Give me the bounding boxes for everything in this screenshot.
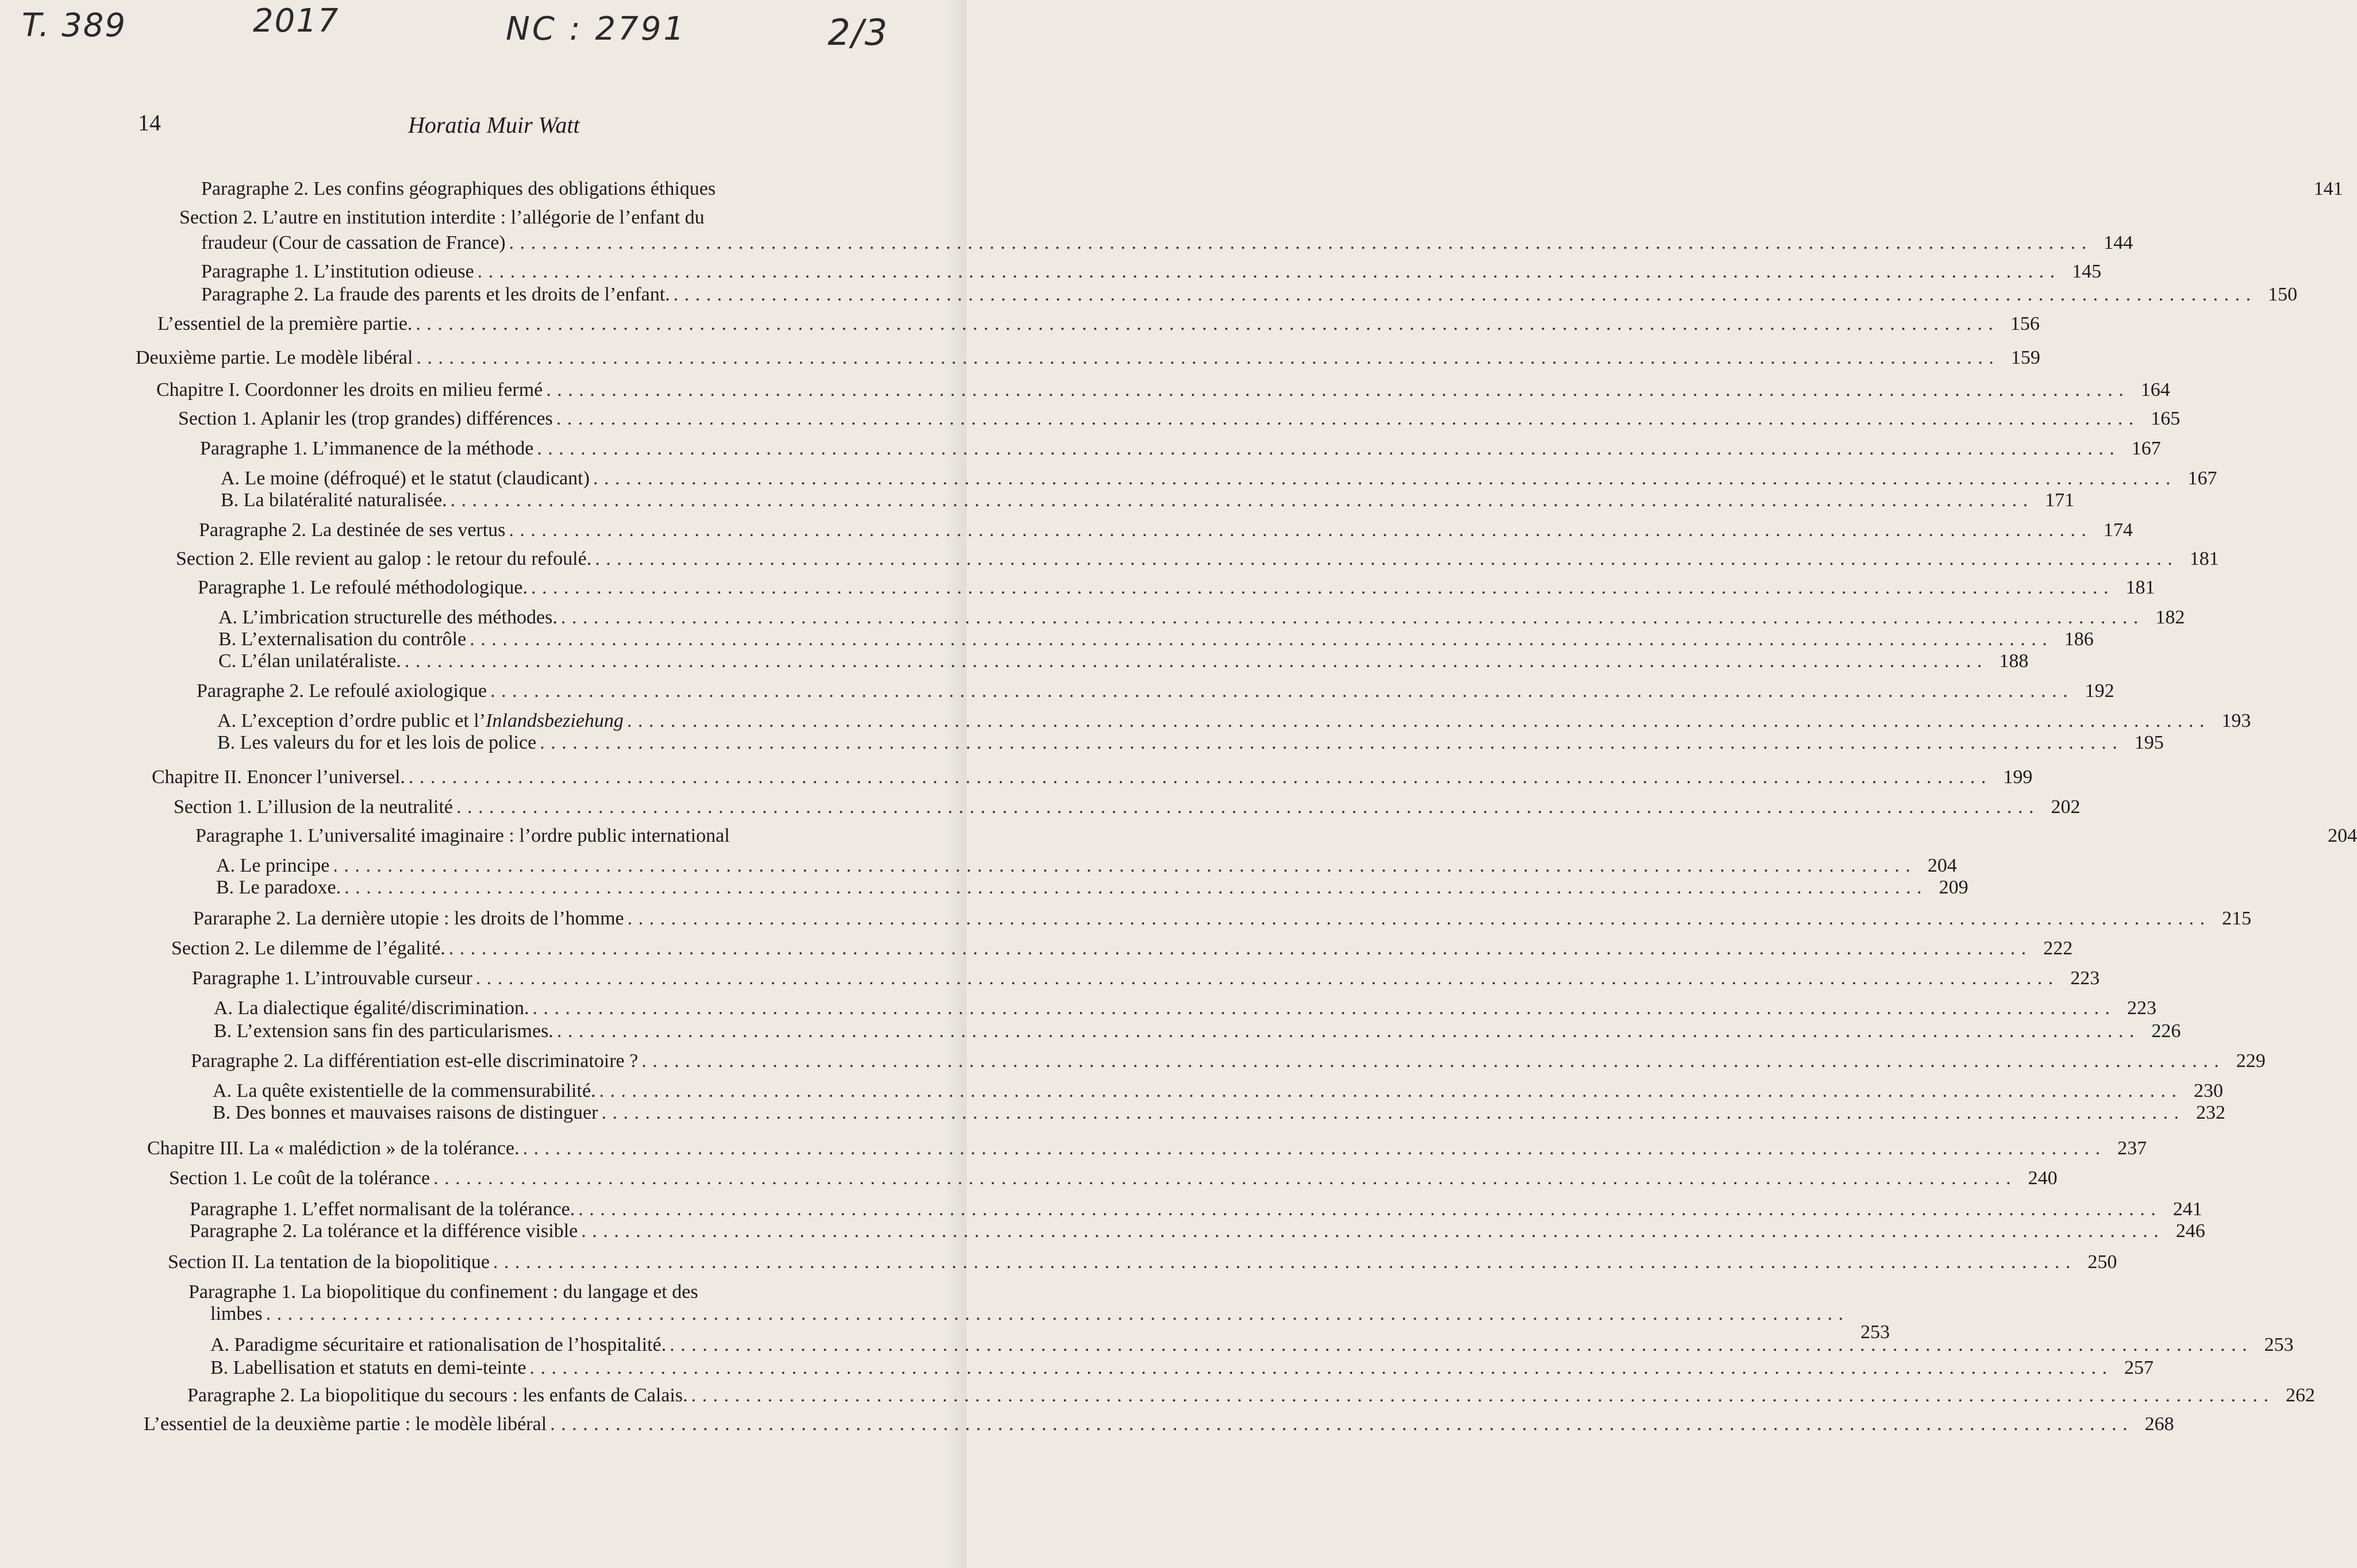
toc-entry-page: 165 [2151,408,2181,429]
toc-entry [136,347,2040,369]
page-number: 14 [138,110,161,136]
toc-entry-page: 164 [2140,379,2170,400]
toc-entry-page: 268 [2144,1413,2174,1435]
toc-leader [526,1357,2108,1379]
toc-entry-page: 167 [2187,468,2217,489]
toc-leader [413,347,1994,369]
toc-entry-text: Pararaphe 2. La dernière utopie : les droits de l’homme [193,908,624,929]
toc-entry-text: Section 1. L’illusion de la neutralité [174,796,453,818]
toc-entry [178,408,2181,430]
page-header [138,109,828,144]
toc-entry [210,1334,2294,1356]
toc-leader [624,710,2205,732]
toc-entry-page: 192 [2085,680,2114,702]
toc-leader [445,938,2027,960]
toc-entry [171,938,2073,960]
toc-leader [638,1050,2220,1072]
toc-entry-page: 226 [2151,1020,2181,1042]
toc-entry-text: Paragraphe 1. L’institution odieuse [201,261,474,282]
toc-leader [533,438,2115,460]
toc-leader [520,1138,2101,1159]
toc-entry [221,468,2217,490]
toc-entry-text: Chapitre I. Coordonner les droits en milieu fermé [156,379,543,400]
toc-entry [217,732,2164,754]
toc-leader [447,490,2029,511]
toc-entry-text: Paragraphe 2. La fraude des parents et les droits de l’enfant. [201,284,670,305]
toc-entry-page: 150 [2268,284,2298,305]
toc-leader [536,732,2118,754]
toc-entry [210,1303,1890,1343]
toc-leader [547,1413,2128,1435]
toc-entry [169,1168,2058,1189]
handwritten-nc-number: NC : 2791 [506,10,686,48]
toc-entry [214,1020,2181,1042]
toc-entry-multiline-first [179,207,705,229]
toc-entry-text: B. Les valeurs du for et les lois de police [217,732,537,753]
toc-entry [152,766,2033,788]
toc-entry [216,877,1968,899]
toc-entry-text: A. La quête existentielle de la commensurabilité. [213,1080,596,1101]
toc-entry-page: 246 [2175,1220,2205,1242]
toc-entry-text: B. Des bonnes et mauvaises raisons de distinguer [213,1102,598,1123]
toc-entry-text: L’essentiel de la deuxième partie : le modèle libéral [144,1413,547,1435]
toc-entry [190,1199,2202,1220]
toc-entry [214,997,2157,1019]
toc-entry-page: 181 [2189,548,2219,569]
toc-leader [591,548,2173,570]
toc-leader [529,997,2111,1019]
toc-leader [329,855,1911,877]
toc-leader [666,1334,2248,1356]
toc-entry [217,710,2251,732]
toc-entry [187,1385,2316,1407]
toc-leader [575,1199,2156,1220]
toc-entry-page: 156 [2010,313,2040,334]
toc-entry-page: 253 [1860,1322,1890,1343]
toc-entry [199,519,2133,541]
toc-entry [195,825,2357,847]
toc-leader [472,968,2054,989]
toc-entry-text: B. Le paradoxe. [216,877,341,898]
toc-entry-page: 232 [2195,1102,2225,1123]
toc-entry [221,490,2075,511]
toc-leader [405,766,1987,788]
toc-leader [487,680,2068,702]
toc-entry-text: Paragraphe 2. La tolérance et la différence visible [190,1220,578,1242]
toc-entry-text: B. Labellisation et statuts en demi-teinte [210,1357,526,1378]
toc-entry [201,261,2102,283]
toc-entry-text: Section II. La tentation de la biopolitique [168,1251,490,1273]
toc-leader [557,607,2139,629]
toc-entry [216,855,1957,877]
toc-entry-text: B. L’extension sans fin des particularismes. [214,1020,553,1042]
toc-entry [218,629,2094,650]
toc-entry-page: 241 [2173,1199,2202,1220]
toc-leader [505,519,2087,541]
toc-entry-text: Paragraphe 1. La biopolitique du confinement : du langage et des [189,1281,698,1303]
toc-entry-page: 195 [2134,732,2164,753]
toc-leader [506,232,2087,254]
toc-entry-page: 223 [2070,968,2100,989]
toc-entry-page: 237 [2117,1138,2147,1159]
toc-entry-page: 186 [2064,629,2094,650]
toc-entry-page: 202 [2051,796,2081,818]
toc-entry-text: Section 1. Le coût de la tolérance [169,1168,430,1189]
toc-entry-text [217,710,624,732]
toc-entry-text: Section 2. Le dilemme de l’égalité. [171,938,445,959]
toc-entry-text: Section 2. L’autre en institution interdite : l’allégorie de l’enfant du [179,207,705,228]
toc-entry [210,1357,2154,1379]
toc-entry-page: 240 [2028,1168,2058,1189]
toc-entry-text: Paragraphe 2. La destinée de ses vertus [199,519,506,541]
toc-entry-page: 174 [2103,519,2133,541]
toc-entry [201,178,2343,200]
toc-entry-text: Section 2. Elle revient au galop : le retour du refoulé. [176,548,592,569]
toc-entry [197,680,2114,702]
toc-entry-page: 144 [2104,232,2133,253]
toc-entry [193,908,2252,930]
running-head: Horatia Muir Watt [408,112,580,138]
toc-entry-page: 222 [2043,938,2073,959]
toc-leader [553,408,2135,430]
toc-entry-text: A. L’imbrication structurelle des méthodes. [218,607,557,628]
toc-entry-text: B. L’externalisation du contrôle [218,629,467,650]
toc-entry-multiline-first [189,1281,698,1303]
toc-entry-page: 230 [2194,1080,2224,1101]
toc-entry-text: Paragraphe 1. Le refoulé méthodologique. [198,577,528,598]
toc-entry-page: 262 [2286,1385,2316,1406]
toc-entry-text: C. L’élan unilatéraliste. [218,650,401,672]
toc-entry-page: 145 [2072,261,2102,282]
toc-leader [453,796,2035,818]
toc-entry-page: 171 [2045,490,2075,511]
toc-leader [401,650,1983,672]
toc-entry-text: Paragraphe 1. L’universalité imaginaire : l’ordre public international [195,825,730,846]
toc-entry-text: Paragraphe 1. L’introuvable curseur [192,968,472,989]
toc-leader [474,261,2056,283]
handwritten-fraction: 2/3 [828,11,889,53]
toc-entry-text: A. Paradigme sécuritaire et rationalisation de l’hospitalité. [210,1334,667,1355]
toc-entry-page: 209 [1939,877,1968,898]
toc-entry-page: 204 [1927,855,1957,876]
toc-entry-page: 204 [2328,825,2357,846]
toc-entry-page: 181 [2125,577,2155,598]
toc-entry-page: 188 [1999,650,2029,672]
toc-entry [191,1050,2266,1072]
toc-leader [528,577,2109,599]
toc-entry-text: A. Le moine (défroqué) et le statut (claudicant) [221,468,590,489]
toc-entry-text-continued: limbes [210,1303,263,1324]
toc-entry-page: 223 [2127,997,2157,1019]
toc-leader [263,1303,1844,1325]
toc-entry-text: Paragraphe 2. Le refoulé axiologique [197,680,487,702]
toc-entry-page: 229 [2236,1050,2266,1072]
handwritten-catalog-number: T. 389 [22,7,127,44]
toc-entry [218,607,2185,629]
toc-entry [157,313,2040,335]
toc-entry-page: 215 [2222,908,2252,929]
toc-entry-text: A. Le principe [216,855,330,876]
toc-entry-text: Paragraphe 1. L’immanence de la méthode [200,438,534,459]
toc-leader [543,379,2124,401]
toc-entry-text: Paragraphe 2. Les confins géographiques des obligations éthiques [201,178,716,199]
toc-entry [144,1413,2174,1435]
toc-entry [200,438,2161,460]
toc-entry-foreign-term: Inlandsbeziehung [486,710,624,731]
toc-entry-text: Section 1. Aplanir les (trop grandes) différences [178,408,553,429]
toc-entry [192,968,2100,989]
toc-entry-text-roman: A. L’exception d’ordre public et l’ [217,710,486,731]
toc-leader [412,313,1994,335]
toc-entry [201,232,2133,254]
toc-entry-text: L’essentiel de la première partie. [157,313,413,334]
toc-entry-page: 250 [2087,1251,2117,1273]
toc-leader [466,629,2048,650]
toc-entry-page: 159 [2010,347,2040,368]
toc-leader [430,1168,2012,1189]
toc-entry [147,1138,2147,1159]
toc-entry-page: 167 [2131,438,2161,459]
toc-entry-text: Paragraphe 2. La biopolitique du secours : les enfants de Calais. [187,1385,688,1406]
toc-leader [341,877,1922,899]
toc-entry-page: 257 [2124,1357,2154,1378]
toc-entry [198,577,2155,599]
toc-entry-text: Deuxième partie. Le modèle libéral [136,347,413,368]
toc-entry [176,548,2219,570]
toc-leader [490,1251,2071,1273]
toc-entry-text: Paragraphe 2. La différentiation est-elle discriminatoire ? [191,1050,639,1072]
toc-leader [590,468,2171,490]
handwritten-year: 2017 [253,2,340,40]
toc-leader [688,1385,2270,1407]
toc-entry [218,650,2029,672]
toc-entry-page: 199 [2003,766,2033,788]
toc-entry-text-continued: fraudeur (Cour de cassation de France) [201,232,506,253]
toc-leader [596,1080,2178,1102]
toc-entry-text: Chapitre II. Enoncer l’universel. [152,766,405,788]
toc-entry-page: 253 [2264,1334,2294,1355]
toc-entry-page: 182 [2155,607,2185,628]
toc-leader [578,1220,2159,1242]
toc-entry [201,284,2298,306]
toc-entry [190,1220,2205,1242]
toc-entry [174,796,2081,818]
toc-entry-page: 141 [2313,178,2343,199]
toc-entry [156,379,2170,401]
toc-entry [168,1251,2117,1273]
toc-leader [553,1020,2135,1042]
toc-leader [670,284,2252,306]
toc-entry-text: A. La dialectique égalité/discrimination. [214,997,529,1019]
toc-entry-text: Paragraphe 1. L’effet normalisant de la tolérance. [190,1199,575,1220]
toc-entry [213,1080,2224,1102]
toc-entry-text: Chapitre III. La « malédiction » de la tolérance. [147,1138,520,1159]
toc-entry [213,1102,2225,1124]
toc-entry-text: B. La bilatéralité naturalisée. [221,490,447,511]
toc-entry-page: 193 [2221,710,2251,731]
toc-leader [598,1102,2179,1124]
toc-leader [624,908,2206,930]
